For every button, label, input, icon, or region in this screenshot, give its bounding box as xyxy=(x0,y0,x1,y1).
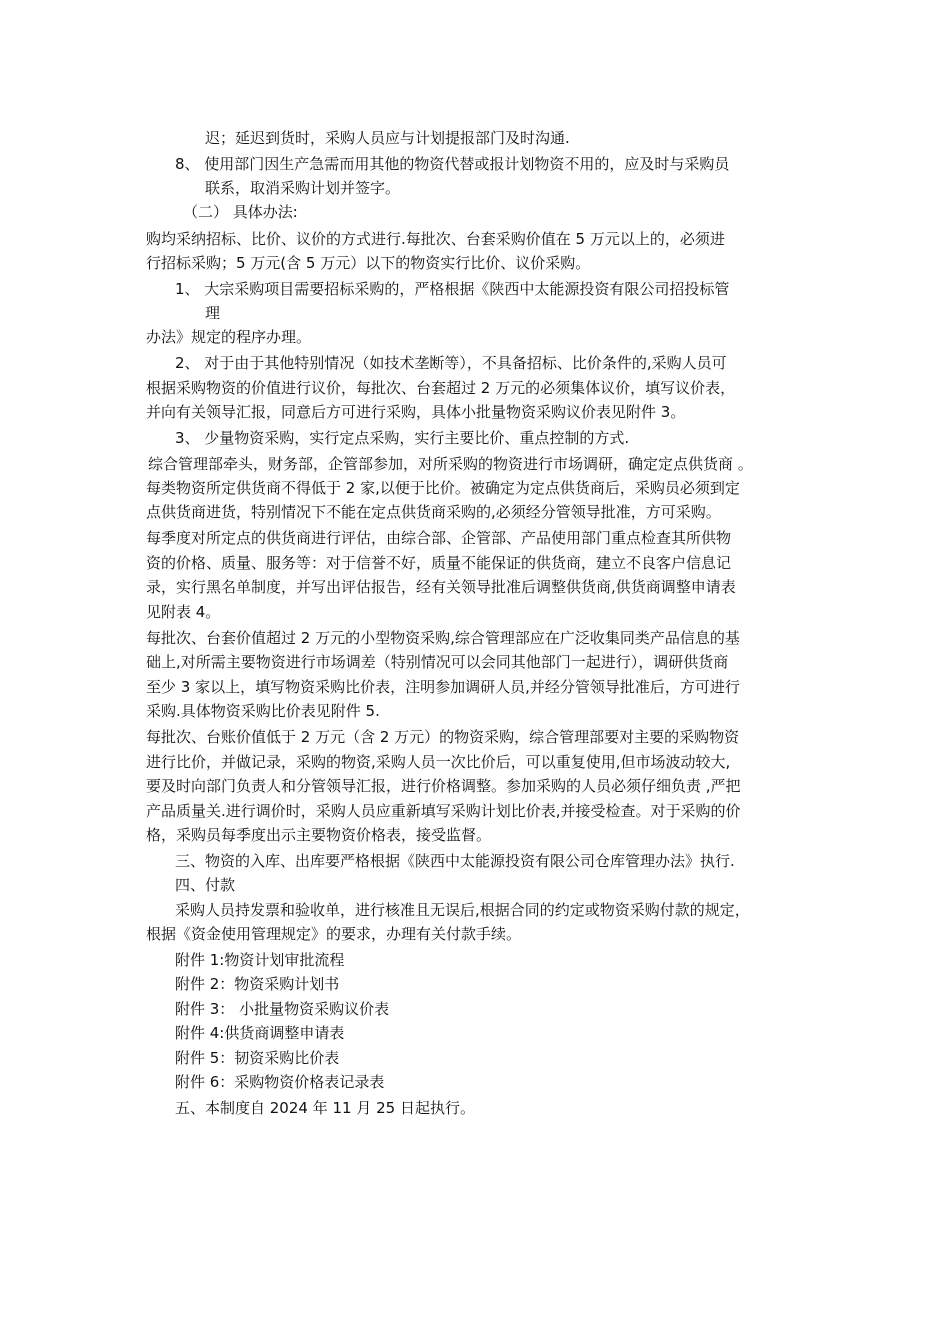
text-line: 格，采购员每季度出示主要物资价格表，接受监督。 xyxy=(146,826,492,844)
text-line: 采购人员持发票和验收单，进行核准且无误后,根据合同的约定或物资采购付款的规定， xyxy=(175,901,750,919)
text-line: 理 xyxy=(205,304,221,322)
text-line: 每季度对所定点的供货商进行评估，由综合部、企管部、产品使用部门重点检查其所供物 xyxy=(146,529,732,547)
attachment-item: 附件 3： 小批量物资采购议价表 xyxy=(175,1000,390,1018)
list-item-8: 8、 使用部门因生产急需而用其他的物资代替或报计划物资不用的，应及时与采购员 xyxy=(175,155,730,173)
text-line: 并向有关领导汇报，同意后方可进行采购，具体小批量物资采购议价表见附件 3。 xyxy=(146,403,686,421)
text-line: 础上,对所需主要物资进行市场调差（特别情况可以会同其他部门一起进行），调研供货商 xyxy=(146,653,729,671)
text-line: 录，实行黑名单制度，并写出评估报告，经有关领导批准后调整供货商,供货商调整申请表 xyxy=(146,578,736,596)
text-line: 综合管理部牵头，财务部，企管部参加，对所采购的物资进行市场调研，确定定点供货商 。 xyxy=(148,455,753,473)
list-item-1: 1、 大宗采购项目需要招标采购的，严格根据《陕西中太能源投资有限公司招投标管 xyxy=(175,280,730,298)
section-heading: 五、本制度自 2024 年 11 月 25 日起执行。 xyxy=(175,1099,475,1117)
list-item-2: 2、 对于由于其他特别情况（如技术垄断等），不具备招标、比价条件的,采购人员可 xyxy=(175,354,727,372)
text-line: 根据采购物资的价值进行议价，每批次、台套超过 2 万元的必须集体议价，填写议价表， xyxy=(146,379,736,397)
text-line: 办法》规定的程序办理。 xyxy=(146,328,312,346)
text-line: 联系，取消采购计划并签字。 xyxy=(205,179,401,197)
attachment-item: 附件 2：物资采购计划书 xyxy=(175,975,340,993)
text-line: 迟；延迟到货时，采购人员应与计划提报部门及时沟通. xyxy=(205,129,570,147)
text-line: 每类物资所定供货商不得低于 2 家,以便于比价。被确定为定点供货商后，采购员必须到定 xyxy=(146,479,740,497)
text-line: 行招标采购；5 万元(含 5 万元）以下的物资实行比价、议价采购。 xyxy=(146,254,591,272)
text-line: 至少 3 家以上，填写物资采购比价表，注明参加调研人员,并经分管领导批准后，方可进行 xyxy=(146,678,740,696)
text-line: 点供货商进货，特别情况下不能在定点供货商采购的,必须经分管领导批准，方可采购。 xyxy=(146,503,721,521)
text-line: 采购.具体物资采购比价表见附件 5. xyxy=(146,702,380,720)
attachment-item: 附件 1:物资计划审批流程 xyxy=(175,951,345,969)
text-line: 购均采纳招标、比价、议价的方式进行.每批次、台套采购价值在 5 万元以上的，必须进 xyxy=(146,230,725,248)
text-line: 要及时向部门负责人和分管领导汇报，进行价格调整。参加采购的人员必须仔细负责 ,严把 xyxy=(146,777,741,795)
attachment-item: 附件 6：采购物资价格表记录表 xyxy=(175,1073,385,1091)
text-line: 根据《资金使用管理规定》的要求，办理有关付款手续。 xyxy=(146,925,522,943)
section-heading: 四、付款 xyxy=(175,876,236,894)
text-line: 每批次、台账价值低于 2 万元（含 2 万元）的物资采购，综合管理部要对主要的采购物资 xyxy=(146,728,740,746)
text-line: 资的价格、质量、服务等：对于信誉不好，质量不能保证的供货商，建立不良客户信息记 xyxy=(146,554,732,572)
section-heading: 三、物资的入库、出库要严格根据《陕西中太能源投资有限公司仓库管理办法》执行. xyxy=(175,852,735,870)
text-line: 进行比价，并做记录，采购的物资,采购人员一次比价后，可以重复使用,但市场波动较大, xyxy=(146,753,731,771)
attachment-item: 附件 5：韧资采购比价表 xyxy=(175,1049,340,1067)
attachment-item: 附件 4:供货商调整申请表 xyxy=(175,1024,345,1042)
text-line: 每批次、台套价值超过 2 万元的小型物资采购,综合管理部应在广泛收集同类产品信息的基 xyxy=(146,629,740,647)
text-line: 产品质量关.进行调价时，采购人员应重新填写采购计划比价表,并接受检查。对于采购的价 xyxy=(146,802,741,820)
section-heading: （二） 具体办法: xyxy=(183,203,298,221)
list-item-3: 3、 少量物资采购，实行定点采购，实行主要比价、重点控制的方式. xyxy=(175,429,630,447)
text-line: 见附表 4。 xyxy=(146,603,221,621)
